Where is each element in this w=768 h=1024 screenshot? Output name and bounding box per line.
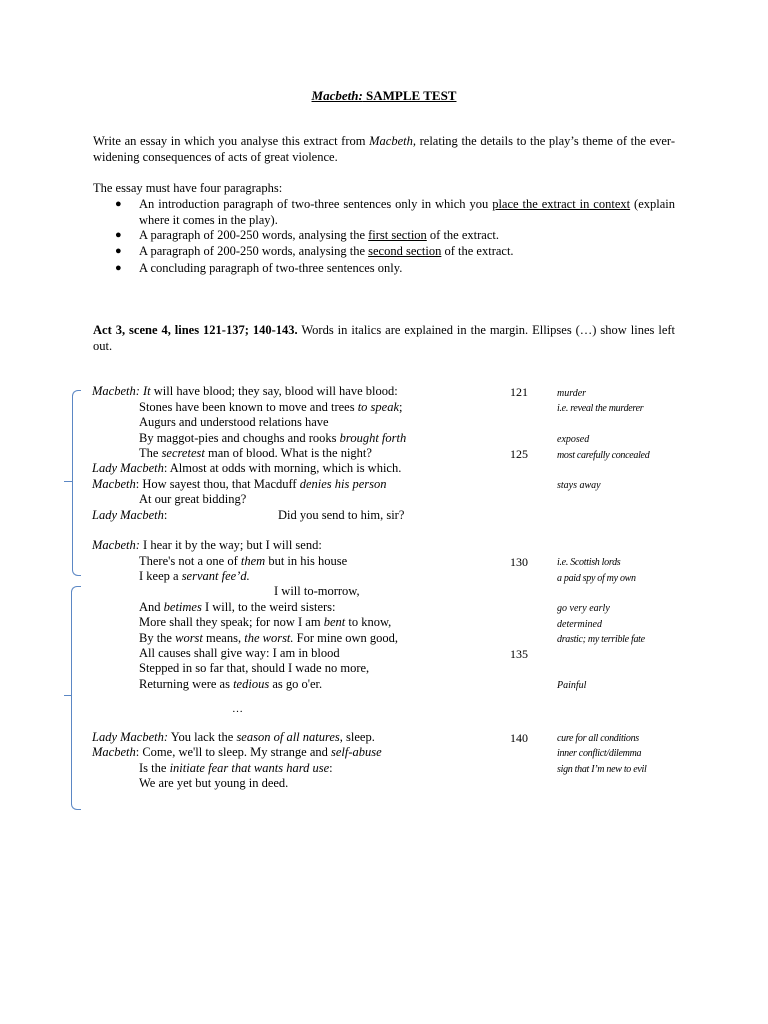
extract-line: Macbeth: How sayest thou, that Macduff denies his person [92, 477, 387, 491]
extract-line: And betimes I will, to the weird sisters: [139, 600, 336, 614]
extract-line: Lady Macbeth: Almost at odds with morning, which is which. [92, 461, 402, 475]
margin-note: i.e. reveal the murderer [557, 403, 644, 414]
section-one-bracket [72, 390, 81, 576]
bullet-icon: ● [115, 245, 122, 257]
margin-note: most carefully concealed [557, 450, 650, 461]
extract-line: I will to-morrow, [274, 584, 360, 598]
extract-line: Did you send to him, sir? [278, 508, 405, 522]
margin-note: sign that I’m new to evil [557, 764, 647, 775]
extract-line: I keep a servant fee’d. [139, 569, 250, 583]
margin-note: Painful [557, 680, 587, 691]
extract-line: All causes shall give way: I am in blood [139, 646, 340, 660]
extract-line: Stones have been known to move and trees to speak; [139, 400, 403, 414]
extract-line: More shall they speak; for now I am bent to know, [139, 615, 392, 629]
extract-line: By maggot-pies and choughs and rooks brought forth [139, 431, 407, 445]
bullet-icon: ● [115, 262, 122, 274]
ellipsis: … [232, 703, 243, 715]
margin-note: murder [557, 388, 587, 399]
extract-line: Macbeth: Come, we'll to sleep. My strange and self-abuse [92, 745, 382, 759]
extract-line: At our great bidding? [139, 492, 247, 506]
margin-note: drastic; my terrible fate [557, 634, 645, 645]
margin-note: a paid spy of my own [557, 573, 636, 584]
extract-line: The secretest man of blood. What is the night? [139, 446, 372, 460]
margin-note: determined [557, 619, 602, 630]
bracket-tick [64, 695, 72, 696]
margin-note: stays away [557, 480, 601, 491]
line-number: 125 [510, 447, 528, 461]
bullet-icon: ● [115, 198, 122, 210]
line-number: 135 [510, 647, 528, 661]
line-number: 121 [510, 385, 528, 399]
line-number: 130 [510, 555, 528, 569]
extract-line: Lady Macbeth: [92, 508, 168, 522]
extract-line: Returning were as tedious as go o'er. [139, 677, 323, 691]
extract-line: Macbeth: I hear it by the way; but I will send: [92, 538, 322, 552]
margin-note: inner conflict/dilemma [557, 748, 642, 759]
extract-line: Is the initiate fear that wants hard use: [139, 761, 333, 775]
line-number: 140 [510, 731, 528, 745]
margin-note: exposed [557, 434, 590, 445]
extract-line: Macbeth: It will have blood; they say, blood will have blood: [92, 384, 398, 398]
section-two-bracket [71, 586, 81, 810]
extract-heading: Act 3, scene 4, lines 121-137; 140-143. Words in italics are explained in the margin. Ellipses (…) show lines left out. [93, 323, 676, 353]
extract-line: Augurs and understood relations have [139, 415, 329, 429]
essay-instructions: Write an essay in which you analyse this extract from Macbeth, relating the details to the play’s theme of the ever-widening consequences of acts of great violence. [93, 134, 675, 164]
extract-line: There's not a one of them but in his house [139, 554, 348, 568]
extract-line: Lady Macbeth: You lack the season of all natures, sleep. [92, 730, 375, 744]
bracket-tick [64, 481, 72, 482]
page-title: Macbeth: SAMPLE TEST [311, 88, 457, 103]
margin-note: go very early [557, 603, 610, 614]
extract-line: By the worst means, the worst. For mine own good, [139, 631, 399, 645]
margin-note: cure for all conditions [557, 733, 639, 744]
paragraph-requirement: The essay must have four paragraphs: [93, 181, 283, 195]
margin-note: i.e. Scottish lords [557, 557, 621, 568]
bullet-icon: ● [115, 229, 122, 241]
extract-line: We are yet but young in deed. [139, 776, 289, 790]
extract-line: Stepped in so far that, should I wade no more, [139, 661, 370, 675]
